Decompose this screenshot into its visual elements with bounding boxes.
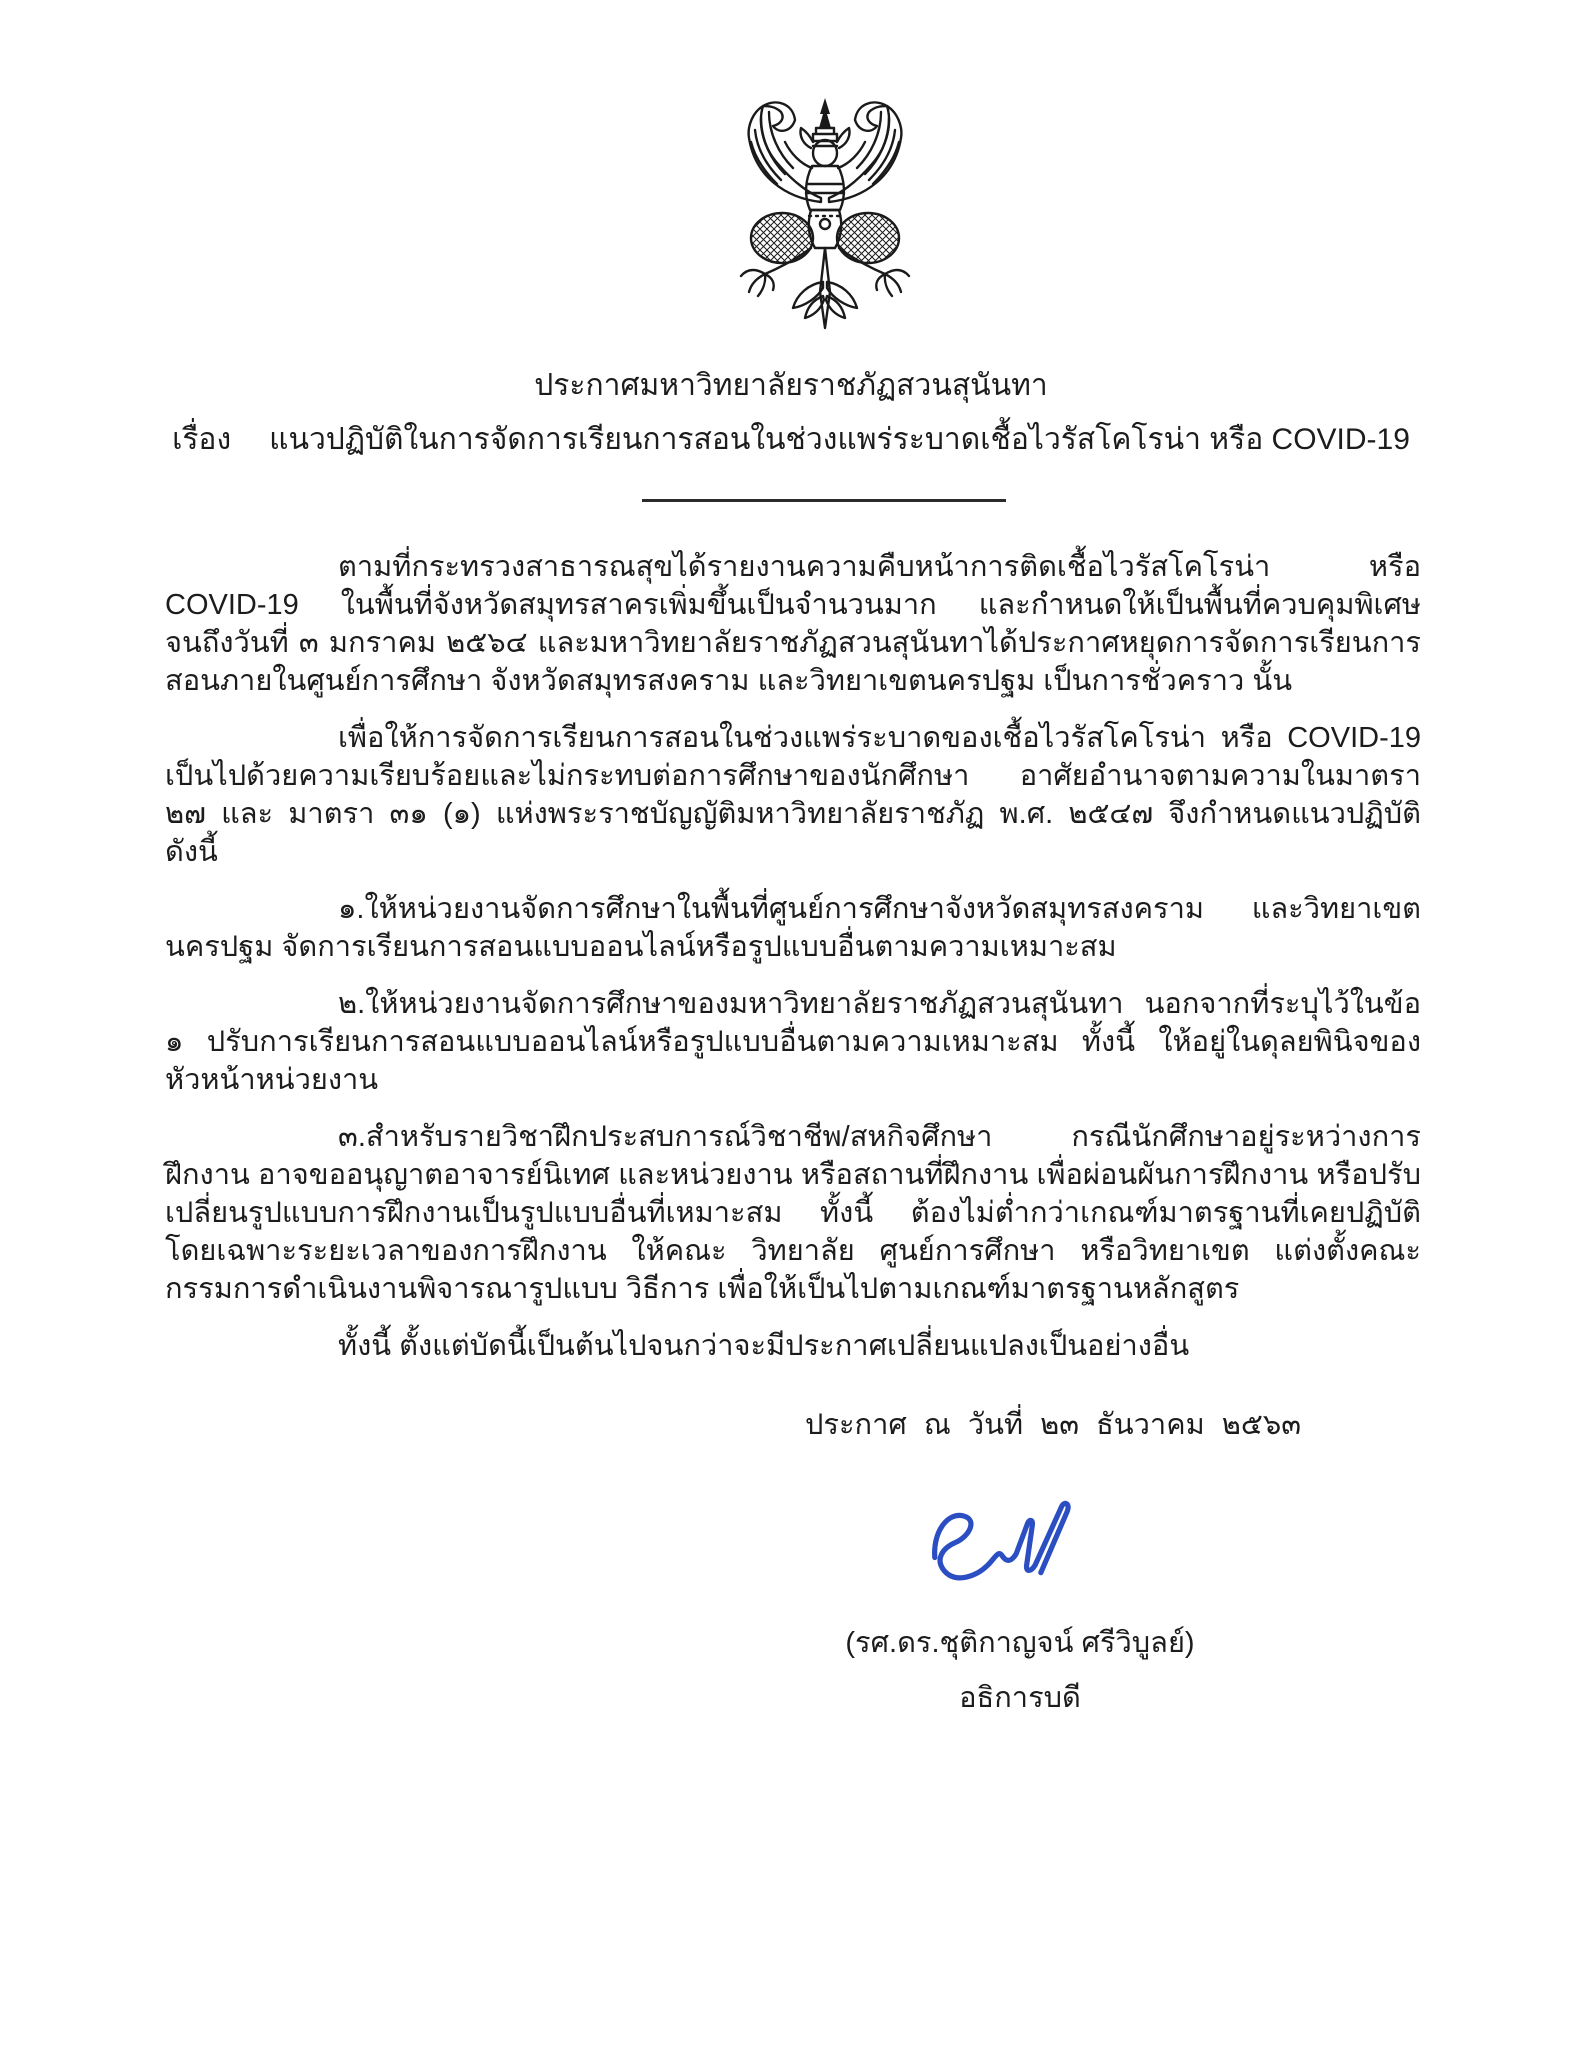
signatory-position: อธิการบดี xyxy=(959,1682,1081,1714)
intro-paragraph-1: ตามที่กระทรวงสาธารณสุขได้รายงานความคืบหน้าการติดเชื้อไวรัสโคโรน่า หรือ COVID-19 ในพื้นที่จังหวัดสมุทรสาครเพิ่มขึ้นเป็นจำนวนมาก และกำหนดให้เป็นพื้นที่ควบคุมพิเศษจนถึงวันที่ ๓ มกราคม ๒๕๖๔ และมหาวิทยาลัยราชภัฏสวนสุนันทาได้ประกาศหยุดการจัดการเรียนการสอนภายในศูนย์การศึกษา จังหวัดสมุทรสงคราม และวิทยาเขตนครปฐม เป็นการชั่วคราว นั้น xyxy=(165,551,1421,697)
numbered-item-2: ๒.ให้หน่วยงานจัดการศึกษาของมหาวิทยาลัยราชภัฏสวนสุนันทา นอกจากที่ระบุไว้ในข้อ ๑ ปรับการเรียนการสอนแบบออนไลน์หรือรูปแบบอื่นตามความเหมาะสม ทั้งนี้ ให้อยู่ในดุลยพินิจของหัวหน้าหน่วยงาน xyxy=(165,988,1421,1096)
intro-paragraph-2: เพื่อให้การจัดการเรียนการสอนในช่วงแพร่ระบาดของเชื้อไวรัสโคโรน่า หรือ COVID-19 เป็นไปด้วยความเรียบร้อยและไม่กระทบต่อการศึกษาของนักศึกษา อาศัยอำนาจตามความในมาตรา ๒๗ และ มาตรา ๓๑ (๑) แห่งพระราชบัญญัติมหาวิทยาลัยราชภัฏ พ.ศ. ๒๕๔๗ จึงกำหนดแนวปฏิบัติ ดังนี้ xyxy=(165,722,1421,868)
numbered-item-1: ๑.ให้หน่วยงานจัดการศึกษาในพื้นที่ศูนย์การศึกษาจังหวัดสมุทรสงคราม และวิทยาเขตนครปฐม จัดการเรียนการสอนแบบออนไลน์หรือรูปแบบอื่นตามความเหมาะสม xyxy=(165,893,1421,963)
signatory-name: (รศ.ดร.ชุติกาญจน์ ศรีวิบูลย์) xyxy=(845,1627,1195,1659)
signature-block xyxy=(728,1478,1312,1717)
signature-ink-image xyxy=(902,1478,1138,1620)
announcement-title: ประกาศมหาวิทยาลัยราชภัฏสวนสุนันทา xyxy=(534,369,1048,402)
subject-text: แนวปฏิบัติในการจัดการเรียนการสอนในช่วงแพร่ระบาดเชื้อไวรัสโคโรน่า หรือ COVID-19 xyxy=(269,423,1410,456)
numbered-item-3: ๓.สำหรับรายวิชาฝึกประสบการณ์วิชาชีพ/สหกิจศึกษา กรณีนักศึกษาอยู่ระหว่างการฝึกงาน อาจขออนุญาตอาจารย์นิเทศ และหน่วยงาน หรือสถานที่ฝึกงาน เพื่อผ่อนผันการฝึกงาน หรือปรับเปลี่ยนรูปแบบการฝึกงานเป็นรูปแบบอื่นที่เหมาะสม ทั้งนี้ ต้องไม่ต่ำกว่าเกณฑ์มาตรฐานที่เคยปฏิบัติ โดยเฉพาะระยะเวลาของการฝึกงาน ให้คณะ วิทยาลัย ศูนย์การศึกษา หรือวิทยาเขต แต่งตั้งคณะกรรมการดำเนินงานพิจารณารูปแบบ วิธีการ เพื่อให้เป็นไปตามเกณฑ์มาตรฐานหลักสูตร xyxy=(165,1121,1421,1305)
subject-line xyxy=(0,420,1582,460)
closing-line: ทั้งนี้ ตั้งแต่บัดนี้เป็นต้นไปจนกว่าจะมีประกาศเปลี่ยนแปลงเป็นอย่างอื่น xyxy=(338,1330,1190,1362)
announcement-body xyxy=(165,548,1421,1365)
thai-garuda-emblem xyxy=(724,96,926,336)
subject-label: เรื่อง xyxy=(172,423,232,456)
divider-line xyxy=(642,499,1006,502)
date-line: ประกาศ ณ วันที่ ๒๓ ธันวาคม ๒๕๖๓ xyxy=(805,1409,1302,1441)
